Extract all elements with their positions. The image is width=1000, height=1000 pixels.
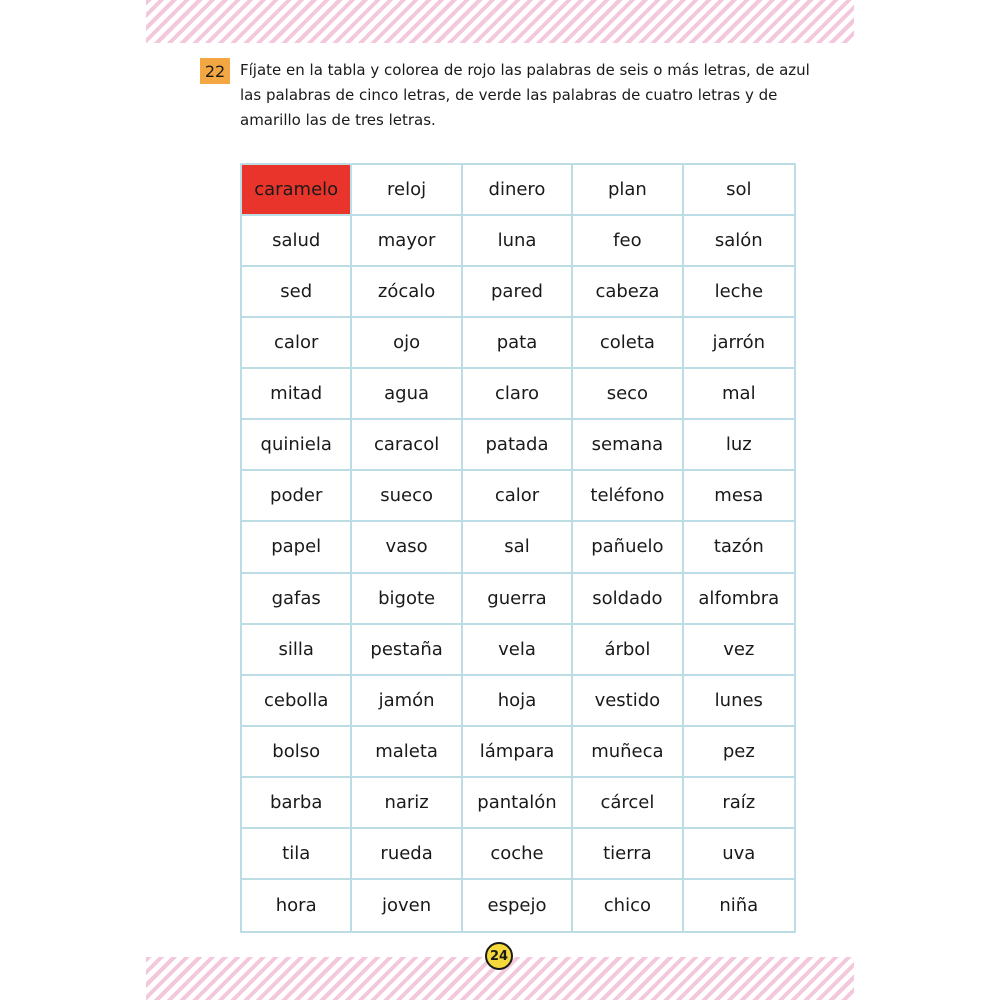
word-cell[interactable]: tazón	[684, 522, 794, 573]
exercise-instruction: Fíjate en la tabla y colorea de rojo las palabras de seis o más letras, de azul las palabras de cinco letras, de verde las palabras de cuatro letras y de amarillo las de tres letras.	[240, 61, 810, 129]
word-cell[interactable]: pañuelo	[573, 522, 683, 573]
word-cell[interactable]: nariz	[352, 778, 462, 829]
word-cell[interactable]: coche	[463, 829, 573, 880]
word-cell[interactable]: papel	[242, 522, 352, 573]
word-cell[interactable]: jamón	[352, 676, 462, 727]
word-cell[interactable]: lunes	[684, 676, 794, 727]
word-cell[interactable]: chico	[573, 880, 683, 931]
word-cell[interactable]: maleta	[352, 727, 462, 778]
word-cell[interactable]: vez	[684, 625, 794, 676]
word-cell[interactable]: tierra	[573, 829, 683, 880]
page-number-badge: 24	[485, 942, 513, 970]
word-cell[interactable]: calor	[463, 471, 573, 522]
word-cell[interactable]: árbol	[573, 625, 683, 676]
word-cell[interactable]: pared	[463, 267, 573, 318]
word-cell[interactable]: muñeca	[573, 727, 683, 778]
word-cell[interactable]: pez	[684, 727, 794, 778]
word-cell[interactable]: mitad	[242, 369, 352, 420]
word-cell[interactable]: soldado	[573, 574, 683, 625]
word-cell[interactable]: raíz	[684, 778, 794, 829]
word-cell[interactable]: espejo	[463, 880, 573, 931]
word-cell[interactable]: semana	[573, 420, 683, 471]
word-cell[interactable]: dinero	[463, 165, 573, 216]
word-cell[interactable]: mesa	[684, 471, 794, 522]
word-cell[interactable]: calor	[242, 318, 352, 369]
word-cell[interactable]: plan	[573, 165, 683, 216]
word-cell[interactable]: cabeza	[573, 267, 683, 318]
word-cell[interactable]: sed	[242, 267, 352, 318]
word-cell[interactable]: mayor	[352, 216, 462, 267]
word-cell[interactable]: salud	[242, 216, 352, 267]
word-cell[interactable]: sol	[684, 165, 794, 216]
word-cell[interactable]: vestido	[573, 676, 683, 727]
word-cell[interactable]: pata	[463, 318, 573, 369]
word-cell[interactable]: lámpara	[463, 727, 573, 778]
word-cell[interactable]: hoja	[463, 676, 573, 727]
word-cell[interactable]: vela	[463, 625, 573, 676]
word-cell[interactable]: guerra	[463, 574, 573, 625]
word-cell[interactable]: vaso	[352, 522, 462, 573]
word-cell[interactable]: caramelo	[242, 165, 352, 216]
word-cell[interactable]: caracol	[352, 420, 462, 471]
word-cell[interactable]: barba	[242, 778, 352, 829]
word-cell[interactable]: uva	[684, 829, 794, 880]
word-cell[interactable]: jarrón	[684, 318, 794, 369]
word-cell[interactable]: claro	[463, 369, 573, 420]
word-cell[interactable]: luz	[684, 420, 794, 471]
word-cell[interactable]: bigote	[352, 574, 462, 625]
word-cell[interactable]: sueco	[352, 471, 462, 522]
word-cell[interactable]: alfombra	[684, 574, 794, 625]
word-cell[interactable]: sal	[463, 522, 573, 573]
word-cell[interactable]: agua	[352, 369, 462, 420]
word-cell[interactable]: zócalo	[352, 267, 462, 318]
word-cell[interactable]: teléfono	[573, 471, 683, 522]
word-cell[interactable]: reloj	[352, 165, 462, 216]
word-cell[interactable]: silla	[242, 625, 352, 676]
word-table	[240, 163, 796, 933]
word-cell[interactable]: tila	[242, 829, 352, 880]
word-cell[interactable]: quiniela	[242, 420, 352, 471]
word-cell[interactable]: salón	[684, 216, 794, 267]
word-cell[interactable]: pestaña	[352, 625, 462, 676]
word-cell[interactable]: cebolla	[242, 676, 352, 727]
word-cell[interactable]: luna	[463, 216, 573, 267]
word-cell[interactable]: mal	[684, 369, 794, 420]
word-cell[interactable]: hora	[242, 880, 352, 931]
word-cell[interactable]: ojo	[352, 318, 462, 369]
word-cell[interactable]: patada	[463, 420, 573, 471]
word-cell[interactable]: seco	[573, 369, 683, 420]
word-cell[interactable]: leche	[684, 267, 794, 318]
word-cell[interactable]: coleta	[573, 318, 683, 369]
decorative-stripe-top	[146, 0, 854, 43]
word-cell[interactable]: feo	[573, 216, 683, 267]
exercise-number-badge: 22	[200, 58, 230, 84]
word-cell[interactable]: rueda	[352, 829, 462, 880]
word-cell[interactable]: niña	[719, 894, 759, 916]
word-cell[interactable]: joven	[352, 880, 462, 931]
word-cell[interactable]: bolso	[242, 727, 352, 778]
word-cell[interactable]: poder	[242, 471, 352, 522]
word-cell[interactable]: gafas	[242, 574, 352, 625]
word-cell[interactable]: pantalón	[463, 778, 573, 829]
word-cell[interactable]: cárcel	[573, 778, 683, 829]
